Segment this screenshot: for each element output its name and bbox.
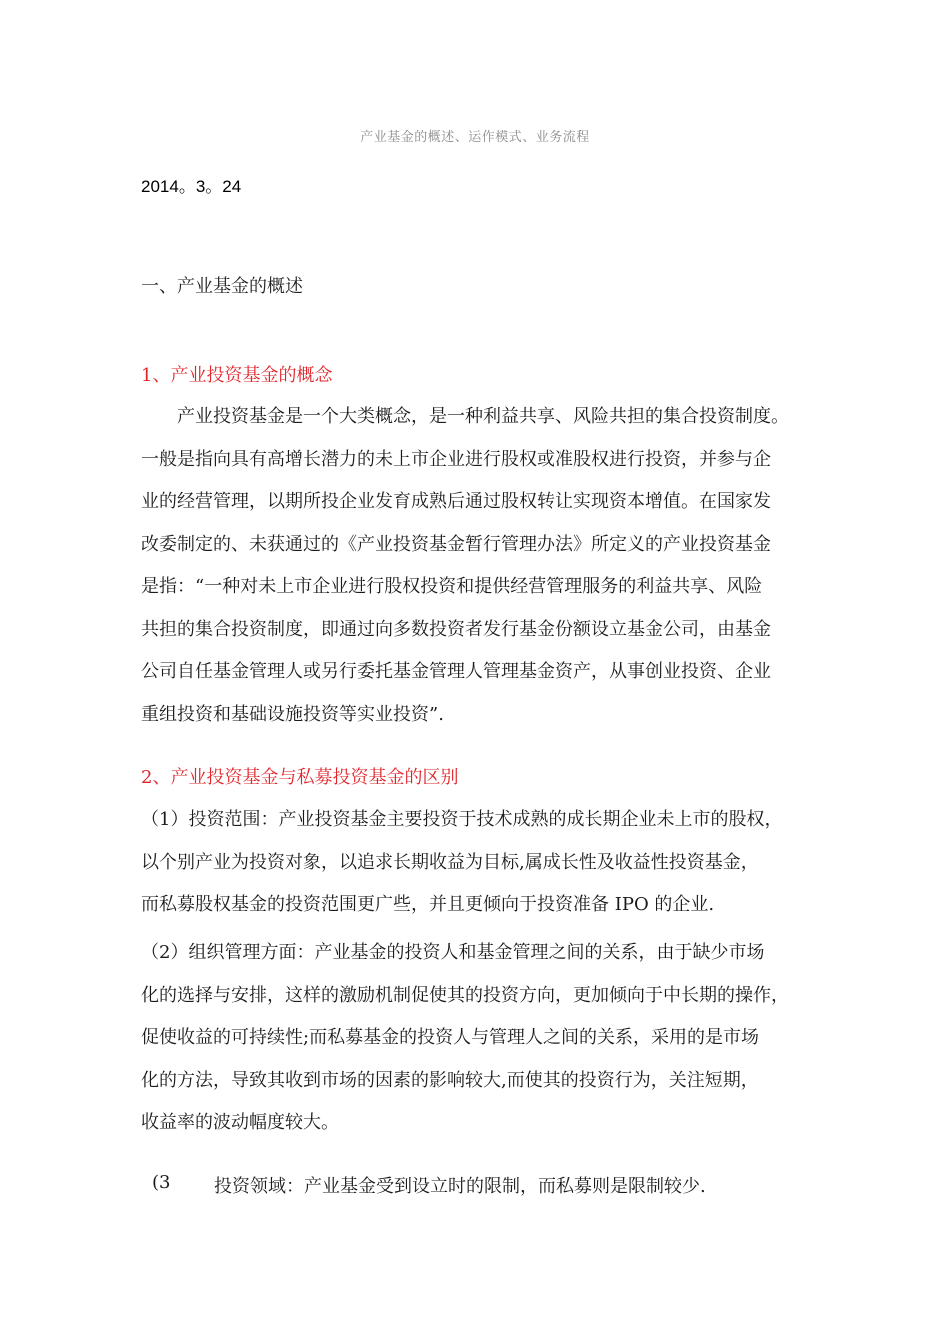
item-3-marker: (3 [152,1172,171,1193]
paragraph-line: （2）组织管理方面：产业基金的投资人和基金管理之间的关系，由于缺少市场 [141,942,765,963]
document-title: 产业基金的概述、运作模式、业务流程 [360,130,590,145]
paragraph-line: 一般是指向具有高增长潜力的未上市企业进行股权或准股权进行投资，并参与企 [141,448,771,470]
paragraph-line: 产业投资基金是一个大类概念，是一种利益共享、风险共担的集合投资制度。 [141,406,789,427]
paragraph-line: 业的经营管理，以期所投企业发育成熟后通过股权转让实现资本增值。在国家发 [141,491,771,512]
paragraph-line: 以个别产业为投资对象，以追求长期收益为目标,属成长性及收益性投资基金， [141,851,759,873]
paragraph-line: 收益率的波动幅度较大。 [141,1112,339,1133]
paragraph-line: 化的方法，导致其收到市场的因素的影响较大,而使其的投资行为，关注短期， [141,1069,759,1091]
item-3-text: 投资领域：产业基金受到设立时的限制，而私募则是限制较少. [214,1176,706,1197]
paragraph-line: 共担的集合投资制度，即通过向多数投资者发行基金份额设立基金公司，由基金 [141,618,771,640]
subheading-difference: 2、产业投资基金与私募投资基金的区别 [141,767,459,788]
paragraph-line: 化的选择与安排，这样的激励机制促使其的投资方向，更加倾向于中长期的操作， [141,984,789,1006]
paragraph-line: 是指：“一种对未上市企业进行股权投资和提供经营管理服务的利益共享、风险 [141,576,763,597]
paragraph-item-2 [141,932,821,1145]
paragraph-line: （1）投资范围：产业投资基金主要投资于技术成熟的成长期企业未上市的股权， [141,809,783,830]
paragraph-line: 促使收益的可持续性;而私募基金的投资人与管理人之间的关系，采用的是市场 [141,1027,760,1048]
paragraph-line: 改委制定的、未获通过的《产业投资基金暂行管理办法》所定义的产业投资基金 [141,533,771,555]
paragraph-line: 而私募股权基金的投资范围更广些，并且更倾向于投资准备 IPO 的企业. [141,894,715,915]
paragraph-concept [141,396,821,736]
paragraph-item-1 [141,799,821,927]
section-heading-overview: 一、产业基金的概述 [141,276,303,297]
paragraph-line: 公司自任基金管理人或另行委托基金管理人管理基金资产，从事创业投资、企业 [141,661,771,682]
document-date: 2014。3。24 [141,177,242,196]
paragraph-line: 重组投资和基础设施投资等实业投资”. [141,703,444,725]
subheading-concept: 1、产业投资基金的概念 [141,365,333,386]
